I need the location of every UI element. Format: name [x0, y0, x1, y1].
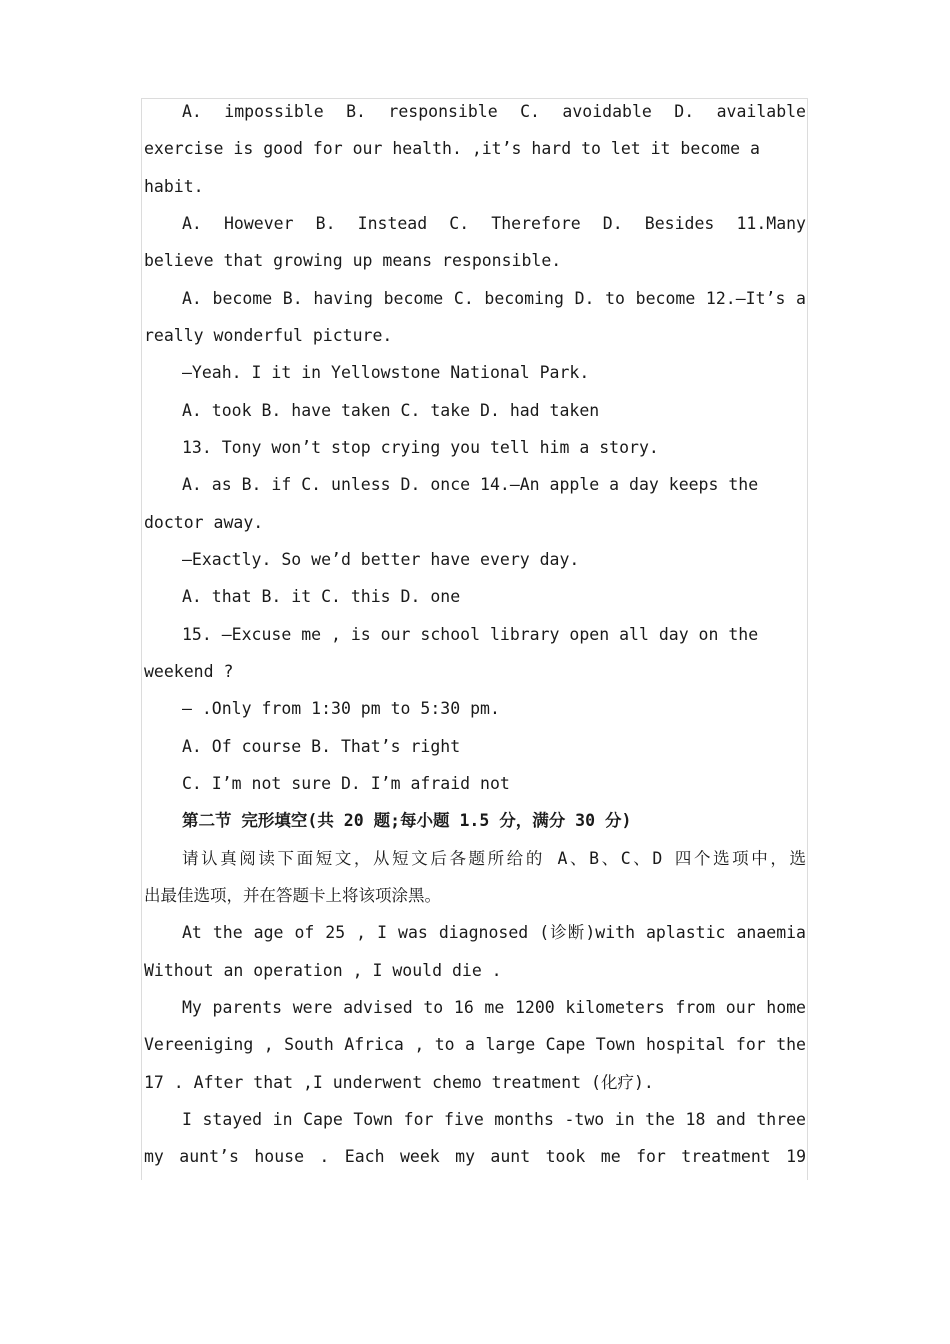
text-line-28: I stayed in Cape Town for five months -two in the 18 and three	[182, 1109, 806, 1129]
text-line-17: — .Only from 1:30 pm to 5:30 pm.	[182, 699, 500, 719]
text-line-16: weekend ?	[144, 661, 234, 681]
text-line-25: My parents were advised to 16 me 1200 kilometers from our home	[182, 997, 806, 1017]
text-line-21: 请认真阅读下面短文，从短文后各题所给的 A、B、C、D 四个选项中，选	[182, 848, 806, 868]
text-line-6: A. become B. having become C. becoming D. to become 12.—It’s a	[182, 288, 806, 308]
text-line-23: At the age of 25 , I was diagnosed (诊断)with aplastic anaemia	[182, 923, 806, 943]
text-line-11: A. as B. if C. unless D. once 14.—An apple a day keeps the	[182, 475, 759, 495]
text-line-8: —Yeah. I it in Yellowstone National Park.	[182, 363, 590, 383]
text-line-13: —Exactly. So we’d better have every day.	[182, 549, 580, 569]
document-body	[144, 93, 806, 1176]
text-line-27: 17 . After that ,I underwent chemo treatment (化疗).	[144, 1072, 654, 1092]
text-line-14: A. that B. it C. this D. one	[182, 587, 461, 607]
text-line-10: 13. Tony won’t stop crying you tell him a story.	[182, 437, 659, 457]
section-heading: 第二节 完形填空(共 20 题;每小题 1.5 分，满分 30 分)	[182, 811, 632, 831]
text-line-29: my aunt’s house . Each week my aunt took me for treatment 19	[144, 1147, 806, 1167]
text-line-9: A. took B. have taken C. take D. had taken	[182, 400, 600, 420]
text-line-12: doctor away.	[144, 512, 264, 532]
text-line-3: habit.	[144, 176, 204, 196]
text-line-15: 15. —Excuse me , is our school library open all day on the	[182, 624, 759, 644]
text-line-1: A. impossible B. responsible C. avoidable D. available	[182, 102, 806, 121]
text-line-4: A. However B. Instead C. Therefore D. Besides 11.Many	[182, 213, 806, 233]
text-line-19: C. I’m not sure D. I’m afraid not	[182, 773, 510, 793]
text-line-22: 出最佳选项，并在答题卡上将该项涂黑。	[144, 885, 441, 905]
text-line-7: really wonderful picture.	[144, 325, 393, 345]
text-line-18: A. Of course B. That’s right	[182, 736, 461, 756]
text-line-5: believe that growing up means responsible.	[144, 251, 562, 271]
text-line-24: Without an operation , I would die .	[144, 960, 502, 980]
text-line-26: Vereeniging , South Africa , to a large Cape Town hospital for the	[144, 1035, 806, 1055]
text-line-2: exercise is good for our health. ,it’s hard to let it become a	[144, 139, 760, 159]
